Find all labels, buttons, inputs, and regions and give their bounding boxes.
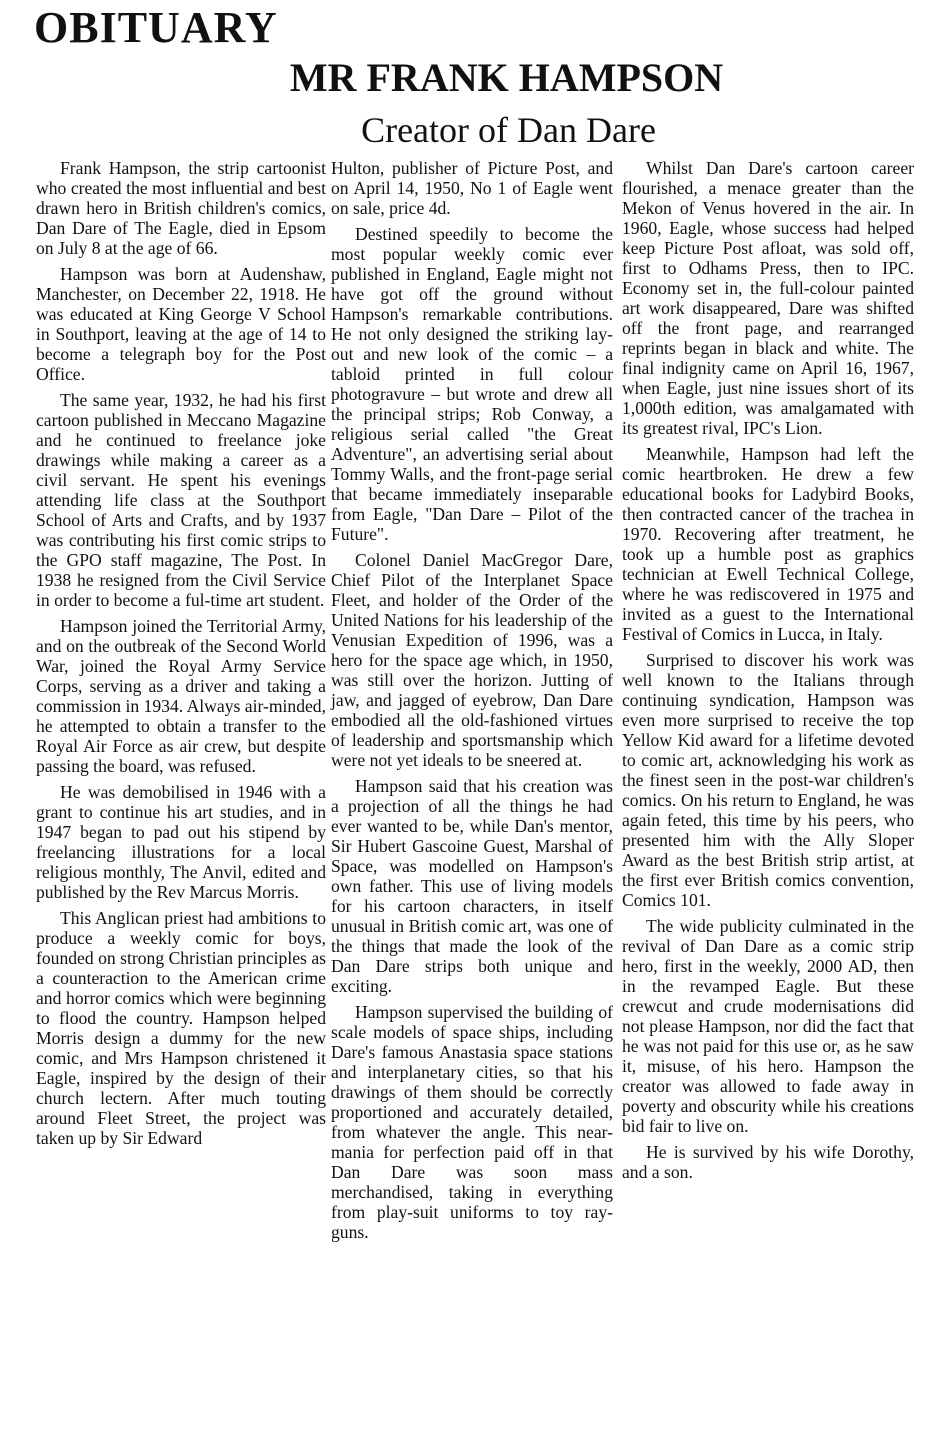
paragraph: Destined speedily to become the most popular weekly comic ever published in England, Eagle might not have got off the ground without Hampson's remarkable contributions. He not only designed the striking lay-out and new look of the comic – a tabloid printed in full colour photogravure – but wrote and drew all the principal strips; Rob Conway, a religious serial called "the Great Adventure", an advertising serial about Tommy Walls, and the front-page serial that became immediately inseparable from Eagle, "Dan Dare – Pilot of the Future". <box>331 224 613 544</box>
paragraph: Hampson was born at Audenshaw, Manchester, on December 22, 1918. He was educated at King George V School in Southport, leaving at the age of 14 to become a telegraph boy for the Post Office. <box>36 264 326 384</box>
article-column-3 <box>622 158 914 1188</box>
paragraph: Frank Hampson, the strip cartoonist who created the most influential and best drawn hero in British children's comics, Dan Dare of The Eagle, died in Epsom on July 8 at the age of 66. <box>36 158 326 258</box>
paragraph: The same year, 1932, he had his first cartoon published in Meccano Magazine and he continued to freelance joke drawings while making a career as a civil servant. He spent his evenings attending life class at the Southport School of Arts and Crafts, and by 1937 was contributing his first comic strips to the GPO staff magazine, The Post. In 1938 he resigned from the Civil Service in order to become a ful-time art student. <box>36 390 326 610</box>
subheadline: Creator of Dan Dare <box>361 110 656 150</box>
paragraph: Hampson joined the Territorial Army, and on the outbreak of the Second World War, joined the Royal Army Service Corps, serving as a driver and taking a commission in 1934. Always air-minded, he attempted to obtain a transfer to the Royal Air Force as air crew, but despite passing the board, was refused. <box>36 616 326 776</box>
paragraph: Hampson supervised the building of scale models of space ships, including Dare's famous Anastasia space stations and interplanetary cities, so that his drawings of them should be correctly proportioned and accurately detailed, from whatever the angle. This near-mania for perfection paid off in that Dan Dare was soon mass merchandised, taking in everything from play-suit uniforms to toy ray-guns. <box>331 1002 613 1242</box>
paragraph: Surprised to discover his work was well known to the Italians through continuing syndication, Hampson was even more surprised to receive the top Yellow Kid award for a lifetime devoted to comic art, acknowledging his work as the finest seen in the post-war children's comics. On his return to England, he was again feted, this time by his peers, who presented him with the Ally Sloper Award as the best British strip artist, at the first ever British comics convention, Comics 101. <box>622 650 914 910</box>
paragraph: Whilst Dan Dare's cartoon career flourished, a menace greater than the Mekon of Venus hovered in the air. In 1960, Eagle, whose success had helped keep Picture Post afloat, was sold off, first to Odhams Press, then to IPC. Economy set in, the full-colour painted art work disappeared, Dare was shifted off the front page, and rearranged reprints began in black and white. The final indignity came on April 16, 1967, when Eagle, just nine issues short of its 1,000th edition, was amalgamated with its greatest rival, IPC's Lion. <box>622 158 914 438</box>
article-column-1 <box>36 158 326 1154</box>
paragraph: Meanwhile, Hampson had left the comic heartbroken. He drew a few educational books for Ladybird Books, then contracted cancer of the trachea in 1970. Recovering after treatment, he took up a humble post as graphics technician at Ewell Technical College, where he was rediscovered in 1975 and invited as a guest to the International Festival of Comics in Lucca, in Italy. <box>622 444 914 644</box>
paragraph: Hulton, publisher of Picture Post, and on April 14, 1950, No 1 of Eagle went on sale, price 4d. <box>331 158 613 218</box>
section-kicker: OBITUARY <box>34 3 278 52</box>
paragraph: He was demobilised in 1946 with a grant to continue his art studies, and in 1947 began to pad out his stipend by freelancing illustrations for a local religious monthly, The Anvil, edited and published by the Rev Marcus Morris. <box>36 782 326 902</box>
headline: MR FRANK HAMPSON <box>289 55 724 100</box>
article-column-2 <box>331 158 613 1248</box>
paragraph: The wide publicity culminated in the revival of Dan Dare as a comic strip hero, first in the weekly, 2000 AD, then in the revamped Eagle. But these crewcut and crude modernisations did not please Hampson, nor did the fact that he was not paid for this use or, as he saw it, misuse, of his hero. Hampson the creator was allowed to fade away in poverty and obscurity while his creations bid fair to live on. <box>622 916 914 1136</box>
paragraph: Hampson said that his creation was a projection of all the things he had ever wanted to be, while Dan's mentor, Sir Hubert Gascoine Guest, Marshal of Space, was modelled on Hampson's own father. This use of living models for his cartoon characters, in itself unusual in British comic art, was one of the things that made the look of the Dan Dare strips both unique and exciting. <box>331 776 613 996</box>
paragraph: He is survived by his wife Dorothy, and a son. <box>622 1142 914 1182</box>
paragraph: Colonel Daniel MacGregor Dare, Chief Pilot of the Interplanet Space Fleet, and holder of the Order of the United Nations for his leadership of the Venusian Expedition of 1996, was a hero for the space age which, in 1950, was still over the horizon. Jutting of jaw, and jagged of eyebrow, Dan Dare embodied all the old-fashioned virtues of leadership and sportsmanship which were not yet ideals to be sneered at. <box>331 550 613 770</box>
paragraph: This Anglican priest had ambitions to produce a weekly comic for boys, founded on strong Christian principles as a counteraction to the American crime and horror comics which were beginning to flood the country. Hampson helped Morris design a dummy for the new comic, and Mrs Hampson christened it Eagle, inspired by the design of their church lectern. After much touting around Fleet Street, the project was taken up by Sir Edward <box>36 908 326 1148</box>
